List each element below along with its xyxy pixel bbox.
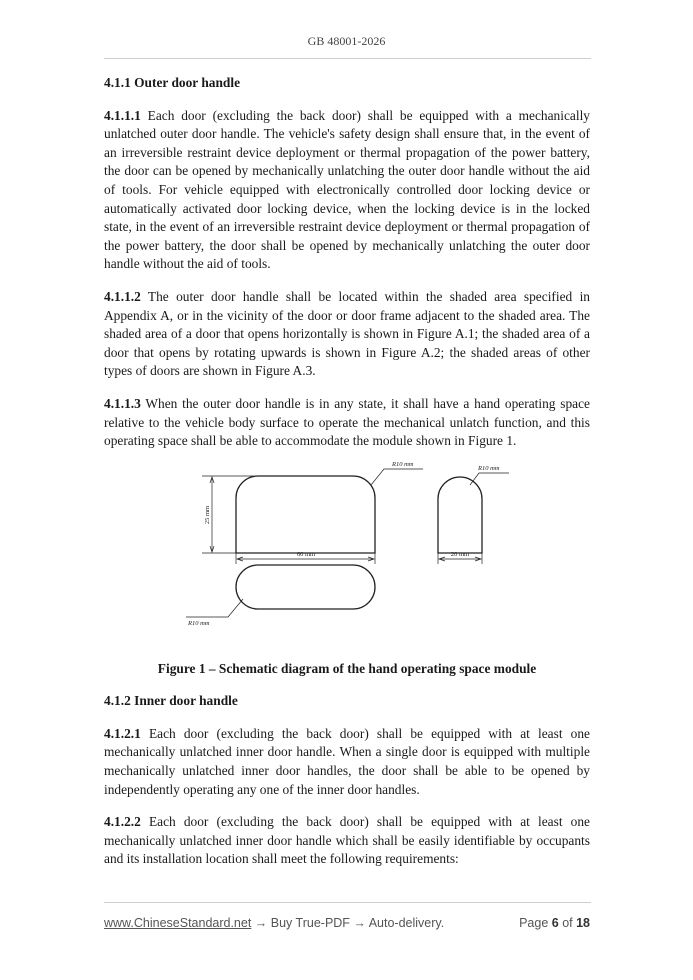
clause-number: 4.1.1.1 [104, 107, 141, 123]
clause-number: 4.1.1.2 [104, 288, 141, 304]
label-width: 60 mm [296, 550, 316, 558]
top-view-outline [236, 565, 375, 609]
label-r-top-left: R10 mm [392, 460, 414, 468]
page-content [104, 74, 590, 883]
footer-promo [104, 916, 444, 930]
clause-text: Each door (excluding the back door) shall be equipped with a mechanically unlatched outer door handle. The vehicle's safety design shall ensure that, in the event of an irreversible restraint device deployment or thermal propagation of the power battery, the door can be opened by mechanically unlatching the outer door handle without the aid of tools. For vehicle equipped with electronically controlled door locking device or automatically activated door locking device, when the locking device is in the locked state, in the event of an irreversible restraint device deployment or thermal propagation of the power battery, the door shall be opened by mechanically unlatching the outer door handle without the aid of tools. [104, 107, 590, 272]
page-number [519, 916, 590, 930]
paragraph-4-1-1-2 [104, 288, 590, 381]
label-r-top-right: R10 mm [478, 464, 500, 472]
paragraph-4-1-1-1 [104, 107, 590, 274]
hand-space-module-diagram [104, 460, 590, 650]
website-link[interactable]: www.ChineseStandard.net [104, 916, 252, 930]
clause-number: 4.1.2.2 [104, 814, 141, 830]
page-word: Page [519, 916, 552, 930]
paragraph-4-1-1-3 [104, 395, 590, 451]
clause-text: When the outer door handle is in any state, it shall have a hand operating space relative to the vehicle body surface to operate the mechanical unlatch function, and this operating space shall be able to accommodate the module shown in Figure 1. [104, 395, 590, 449]
paragraph-4-1-2-2 [104, 813, 590, 869]
paragraph-4-1-2-1 [104, 725, 590, 799]
total-pages: 18 [576, 916, 590, 930]
current-page: 6 [551, 916, 559, 930]
figure-caption: Figure 1 – Schematic diagram of the hand operating space module [157, 660, 537, 676]
section-heading-inner-door-handle: 4.1.2 Inner door handle [104, 693, 238, 709]
footer-divider [104, 902, 591, 903]
label-height: 25 mm [204, 505, 211, 524]
section-heading-outer-door-handle: 4.1.1 Outer door handle [104, 75, 241, 90]
doc-id: GB 48001-2026 [307, 34, 386, 48]
clause-number: 4.1.2.1 [104, 725, 141, 741]
side-view-outline [438, 477, 482, 553]
clause-text: Each door (excluding the back door) shall be equipped with at least one mechanically unlatched inner door handle. When a single door is equipped with multiple mechanically unlatched inner door handles, the door shall be able to be opened by independently operating any one of the inner door handles. [104, 725, 590, 797]
label-r-bottom: R10 mm [188, 619, 210, 627]
clause-text: Each door (excluding the back door) shall be equipped with at least one mechanically unlatched inner door handle which shall be easily identifiable by occupants and its installation location shall meet the following requirements: [104, 814, 590, 867]
figure-1 [104, 460, 590, 650]
header-divider [104, 58, 591, 59]
document-header [0, 34, 693, 49]
clause-text: The outer door handle shall be located within the shaded area specified in Appendix A, or in the vicinity of the door or door frame adjacent to the shaded area. The shaded area of a door that opens horizontally is shown in Figure A.1; the shaded area of a door that opens by rotating upwards is shown in Figure A.2; the shaded areas of other types of doors are shown in Figure A.3. [104, 288, 590, 379]
label-depth: 20 mm [450, 550, 470, 558]
clause-number: 4.1.1.3 [104, 395, 141, 411]
front-view-outline [236, 476, 375, 553]
page-of: of [558, 916, 577, 930]
promo-text: → Buy True-PDF → Auto-delivery. [251, 916, 445, 930]
